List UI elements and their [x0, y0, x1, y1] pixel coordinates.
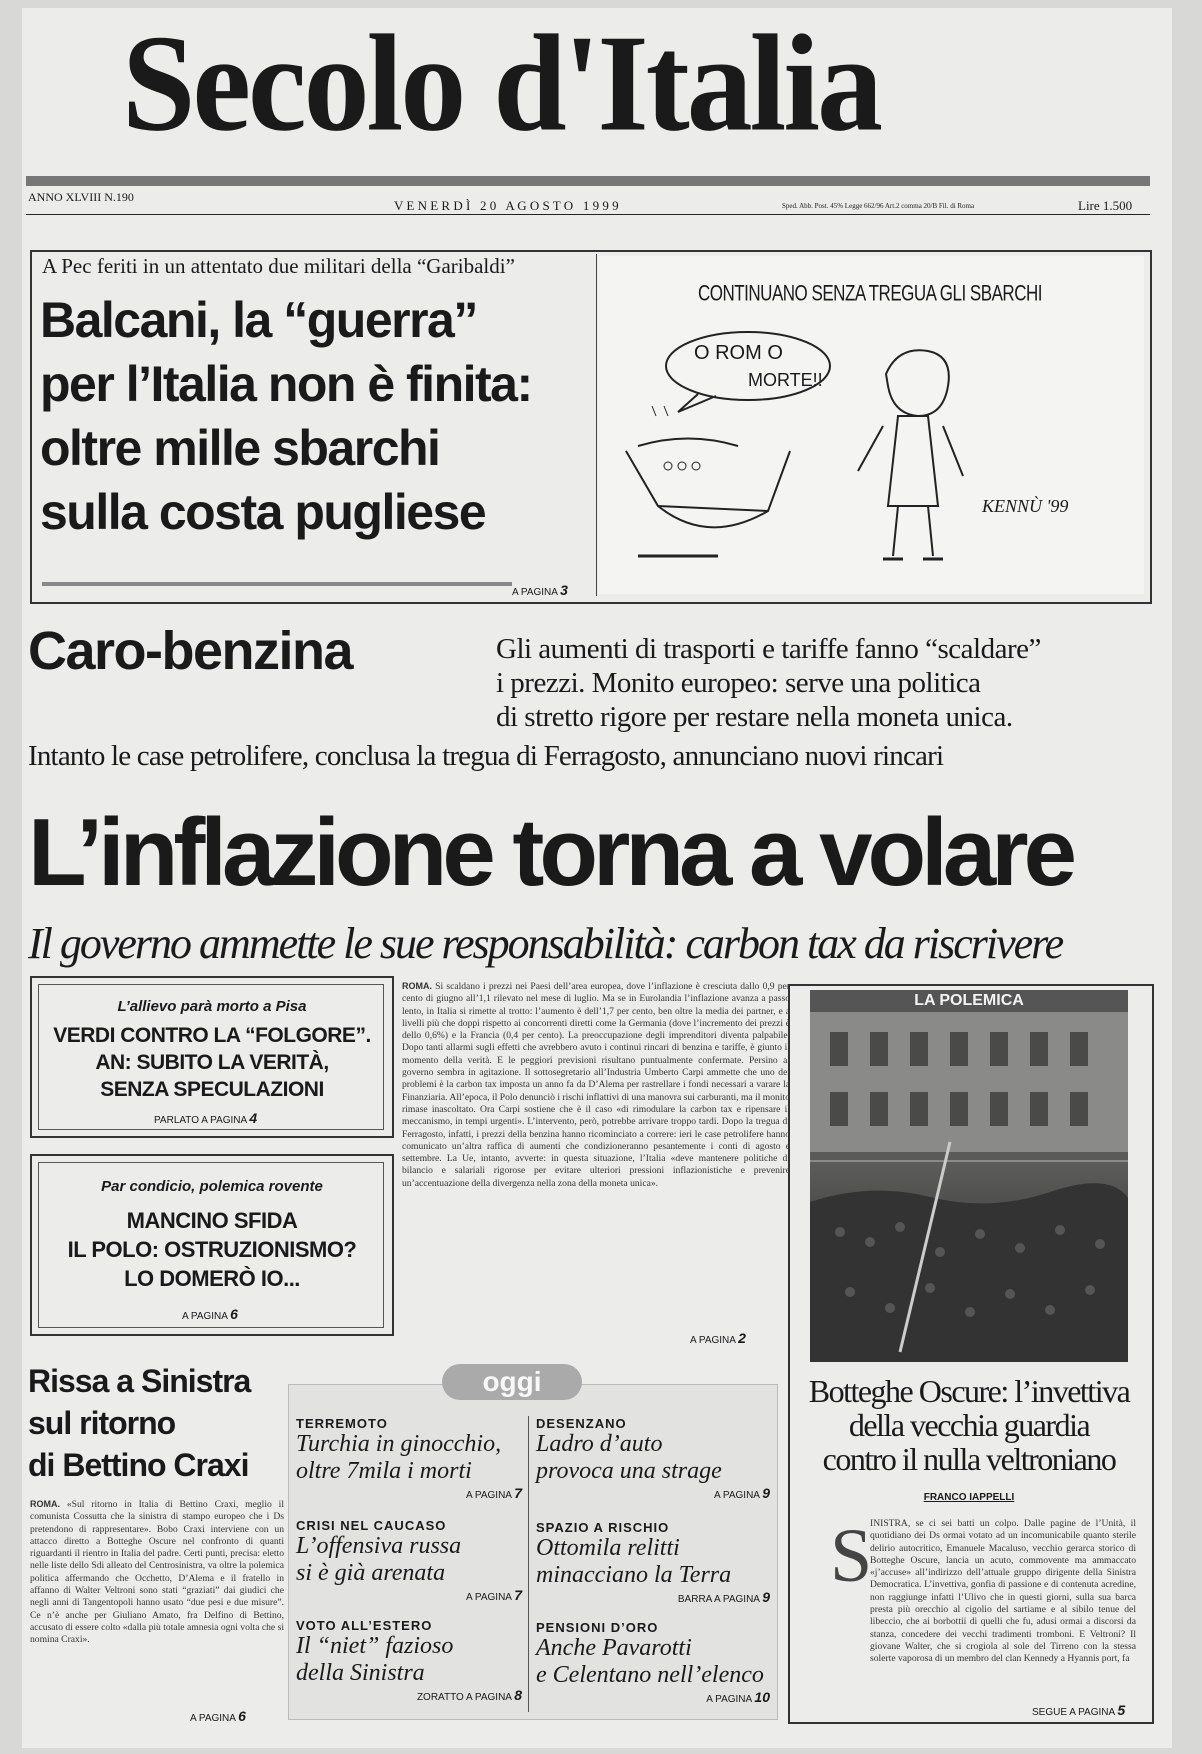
oggi-page-ref: [296, 1687, 522, 1703]
oggi-page-ref: [296, 1587, 522, 1603]
main-subhead: Il governo ammette le sue responsabilità: carbon tax da riscrivere: [28, 919, 1063, 968]
caro-benzina-label: Caro-benzina: [28, 621, 353, 681]
rissa-headline-line: Rissa a Sinistra: [28, 1363, 251, 1399]
cartoon-balloon-line1: O ROM O: [694, 342, 783, 364]
page-ref-label: A PAGINA: [182, 1311, 228, 1322]
oggi-divider: [528, 1416, 529, 1712]
box-page-ref: [154, 1110, 257, 1126]
page-ref-label: A PAGINA: [690, 1335, 736, 1346]
oggi-headline-line: Ottomila relitti: [536, 1535, 680, 1561]
oggi-headline-line: della Sinistra: [296, 1660, 425, 1686]
page-ref-label: BARRA A PAGINA: [677, 1594, 760, 1605]
price: Lire 1.500: [1078, 198, 1133, 213]
page-ref-label: SEGUE A PAGINA: [1032, 1707, 1115, 1718]
oggi-headline-line: Ladro d’auto: [536, 1431, 663, 1457]
article-text: «Sul ritorno in Italia di Bettino Craxi, meglio il comunista Cossutta che la sinistra di stampo europeo che i Ds pretendono di rappresentare». Bobo Craxi interviene con un attacco diretto a Botteghe Oscure nel confronto di quanti riguardanti il rientro in Italia del padre. Certi punti, precisa: eletto nelle liste dello Sdi alleato del Centrosinistra, va oltre la polemica politica affermando che Occhetto, D’Alema e il fratello in affanno di Walter Veltroni sono stati “graziati” dai giudici che negli anni di Tangentopoli hanno usato “due pesi e due misure”. Ce n’è anche per Giuliano Amato, fra Delfino di Bettino, accusato di essere colto «dalla più totale amnesia ogni volta che si nomina Craxi».: [30, 1499, 284, 1646]
polemica-text: INISTRA, se ci sei batti un colpo. Dalle pagine de l’Unità, il quotidiano dei Ds ormai votato ad un incomunicabile quanto sterile delirio autocritico, Emanuele Macaluso, vecchio gerarca storico di Botteghe Oscure, lancia un acuto, commovente ma ammaccato «j’accuse» all’indirizzo dell’attuale gruppo dirigente della Sinistra Democratica. L’invettiva, gonfia di passione e di contenuta acredine, non raggiunge infatti l’Ulivo che in questi giorni, sulla sua barca presta più orecchio al cigolio del sartiame e al sibilo tenue del libeccio, che ai borbottii di quelli che fu, adusi ormai a discorsi da stanza, concedere dei vecchi tradimenti tromboni. E Veltroni? Il giovane Walter, che si crogiola al sole del Tirreno con la stessa solerte vaporosa di un membro del clan Kennedy a Hyannis port, fa: [870, 1518, 1136, 1665]
page-ref-number: 8: [514, 1687, 522, 1703]
oggi-item-spazio: [536, 1520, 770, 1605]
oggi-section: SPAZIO A RISCHIO: [536, 1520, 670, 1535]
box-headline-line: VERDI CONTRO LA “FOLGORE”.: [53, 1024, 371, 1047]
rissa-article: [30, 1498, 284, 1700]
cartoon-drawing: [598, 256, 1144, 594]
page-ref-number: 2: [738, 1330, 746, 1346]
newspaper-page: [22, 5, 1172, 1748]
polemica-dropcap: S: [830, 1514, 873, 1598]
dateline-rule: [26, 214, 1150, 215]
rissa-headline-line: di Bettino Craxi: [28, 1447, 249, 1483]
box-folgore: [30, 976, 394, 1138]
oggi-headline-line: minacciano la Terra: [536, 1562, 732, 1588]
oggi-headline-line: L’offensiva russa: [296, 1533, 462, 1559]
box-headline-line: AN: SUBITO LA VERITÀ,: [95, 1051, 329, 1074]
oggi-headline: [296, 1633, 522, 1687]
issue-number: ANNO XLVIII N.190: [28, 190, 134, 204]
article-dateline: ROMA.: [30, 1499, 60, 1509]
polemica-photo-drawing: [810, 1012, 1128, 1362]
polemica-headline: [792, 1374, 1146, 1476]
box-headline: [32, 1022, 392, 1103]
polemica-author: FRANCO IAPPELLI: [923, 1492, 1015, 1503]
top-story-headline-line: oltre mille sbarchi: [40, 420, 440, 476]
box-kicker: L’allievo parà morto a Pisa: [117, 998, 307, 1015]
oggi-headline-line: Turchia in ginocchio,: [296, 1431, 502, 1457]
polemica-headline-line: Botteghe Oscure: l’invettiva: [808, 1373, 1130, 1409]
page-ref-number: 6: [238, 1708, 246, 1724]
box-headline: [32, 1206, 392, 1293]
masthead-rule: [26, 176, 1150, 186]
oggi-item-pensioni: [536, 1620, 770, 1705]
oggi-page-ref: [536, 1689, 770, 1705]
box-headline-line: LO DOMERÒ IO...: [124, 1266, 300, 1291]
main-article-page-ref: [690, 1330, 746, 1346]
rissa-headline: [28, 1360, 250, 1486]
article-dateline: ROMA.: [402, 981, 432, 991]
oggi-headline-line: provoca una strage: [536, 1458, 722, 1484]
masthead-title: Secolo d'Italia: [122, 5, 881, 160]
page-ref-number: 10: [754, 1689, 770, 1705]
caro-benzina-deck-full: Intanto le case petrolifere, conclusa la tregua di Ferragosto, annunciano nuovi rincari: [28, 740, 944, 772]
oggi-section: PENSIONI D’ORO: [536, 1620, 659, 1635]
top-story-headline-line: Balcani, la “guerra”: [40, 292, 477, 348]
oggi-item-terremoto: [296, 1416, 522, 1501]
page-ref-number: 6: [230, 1306, 238, 1322]
page-ref-number: 9: [762, 1589, 770, 1605]
oggi-headline-line: Anche Pavarotti: [536, 1635, 692, 1661]
top-story-rule: [42, 582, 512, 586]
top-story-kicker: A Pec feriti in un attentato due militari della “Garibaldi”: [42, 254, 515, 278]
page-ref-number: 7: [514, 1485, 522, 1501]
box-headline-line: MANCINO SFIDA: [126, 1208, 298, 1233]
box-par-condicio: [30, 1154, 394, 1336]
cartoon-signature: KENNÙ '99: [982, 496, 1069, 516]
oggi-headline-line: e Celentano nell’elenco: [536, 1662, 764, 1688]
oggi-headline-line: Il “niet” fazioso: [296, 1633, 454, 1659]
oggi-headline: [536, 1431, 770, 1485]
oggi-headline-line: si è già arenata: [296, 1560, 446, 1586]
oggi-page-ref: [536, 1485, 770, 1501]
page-ref-label: A PAGINA: [706, 1694, 752, 1705]
main-article: [402, 980, 790, 1324]
oggi-section: VOTO ALL’ESTERO: [296, 1618, 433, 1633]
oggi-page-ref: [536, 1589, 770, 1605]
rissa-headline-line: sul ritorno: [28, 1405, 176, 1441]
oggi-section: CRISI NEL CAUCASO: [296, 1518, 447, 1533]
article-text: Si scaldano i prezzi nei Paesi dell’area europea, dove l’inflazione è cresciuta dallo 0,9 per cento di giugno all’1,1 rilevato nel mese di luglio. Ma se in Eurolandia l’inflazione avanza a passo lento, in Italia si rimette al trotto: l’aumento è dell’1,7 per cento, ben oltre la media dei partner, e a livelli più che doppi rispetto ai concorrenti diretti come la Germania (dove l’incremento dei prezzi è dello 0,6%) e la Francia (0,4 per cento). La preoccupazione degli imprenditori diventa palpabile. Dopo tanti allarmi sugli effetti che avrebbero avuto i continui rincari di benzina e tariffe, è giunto il momento della verità. E le peggiori previsioni risultano puntualmente confermate. Persino al governo sembra in agitazione. Il sottosegretario all’Industria Umberto Carpi ammette che uno dei problemi è la carbon tax imposta un anno fa da D’Alema per rastrellare i fondi necessari a varare la Finanziaria. All’epoca, il Polo denunciò i rischi inflattivi di una manovra sui carburanti, ma il monito rimase inascoltato. Ora Carpi sostiene che è il caso «di rimodulare la carbon tax e ripensare il meccanismo, in tempi urgenti». L’intervento, però, potrebbe arrivare troppo tardi. Dopo la tregua di Ferragosto, infatti, i prezzi della benzina hanno ricominciato a correre: ieri le case petrolifere hanno comunicato un’altra raffica di aumenti che condizioneranno pesantemente i conti di agosto e settembre. La Ue, intanto, avverte: in questa situazione, l’Italia «deve mantenere politiche di bilancio e salariali rigorose per evitare ulteriori pressioni inflazionistiche e prevenire un’accentuazione della divergenza nella zona della moneta unica».: [402, 981, 790, 1189]
polemica-photo: [810, 1012, 1128, 1362]
page-ref-label: A PAGINA: [190, 1713, 236, 1724]
page-ref-label: A PAGINA: [466, 1592, 512, 1603]
cartoon-caption: CONTINUANO SENZA TREGUA GLI SBARCHI: [698, 281, 1042, 306]
page-ref-number: 4: [249, 1110, 258, 1126]
oggi-headline: [296, 1533, 522, 1587]
postal-info: Sped. Abb. Post. 45% Legge 662/96 Art.2 comma 20/B Fil. di Roma: [782, 202, 975, 210]
page-ref-number: 3: [560, 582, 568, 598]
page-ref-label: A PAGINA: [466, 1490, 512, 1501]
page-ref-label: A PAGINA: [714, 1490, 760, 1501]
polemica-label: LA POLEMICA: [810, 990, 1128, 1012]
cartoon-balloon-line2: MORTE!!: [748, 370, 823, 390]
page-ref-label: ZORATTO A PAGINA: [416, 1692, 512, 1703]
box-headline-line: SENZA SPECULAZIONI: [100, 1078, 324, 1101]
polemica-headline-line: della vecchia guardia: [848, 1407, 1090, 1443]
polemica-page-ref: [1032, 1702, 1125, 1718]
oggi-item-caucaso: [296, 1518, 522, 1603]
rissa-page-ref: [190, 1708, 246, 1724]
deck-line: Gli aumenti di trasporti e tariffe fanno “scaldare”: [496, 633, 1041, 665]
page-ref-number: 7: [514, 1587, 522, 1603]
issue-date: V E N E R D Ì 2 0 A G O S T O 1 9 9 9: [394, 198, 619, 213]
polemica-headline-line: contro il nulla veltroniano: [822, 1441, 1116, 1477]
deck-line: di stretto rigore per restare nella moneta unica.: [496, 701, 1013, 733]
page-ref-label: A PAGINA: [512, 587, 558, 598]
top-story-headline-line: sulla costa pugliese: [40, 484, 486, 540]
oggi-section: TERREMOTO: [296, 1416, 388, 1431]
top-story-page-ref: [512, 582, 568, 598]
page-ref-number: 5: [1117, 1702, 1126, 1718]
oggi-headline: [536, 1535, 770, 1589]
oggi-headline: [536, 1635, 770, 1689]
oggi-section: DESENZANO: [536, 1416, 627, 1431]
cartoon: [598, 256, 1144, 594]
top-story-headline-line: per l’Italia non è finita:: [40, 356, 532, 412]
box-headline-line: IL POLO: OSTRUZIONISMO?: [67, 1237, 357, 1262]
box-page-ref: [182, 1306, 238, 1322]
oggi-headline-line: oltre 7mila i morti: [296, 1458, 472, 1484]
main-headline: L’inflazione torna a volare: [28, 799, 1072, 906]
oggi-headline: [296, 1431, 522, 1485]
top-story-headline: [40, 288, 532, 544]
page-ref-number: 9: [762, 1485, 770, 1501]
caro-benzina-deck: [496, 632, 1041, 734]
deck-line: i prezzi. Monito europeo: serve una politica: [496, 667, 981, 699]
oggi-item-voto: [296, 1618, 522, 1703]
box-kicker: Par condicio, polemica rovente: [101, 1178, 323, 1195]
oggi-label: oggi: [442, 1364, 582, 1400]
oggi-item-desenzano: [536, 1416, 770, 1501]
oggi-page-ref: [296, 1485, 522, 1501]
page-ref-label: PARLATO A PAGINA: [154, 1115, 247, 1126]
